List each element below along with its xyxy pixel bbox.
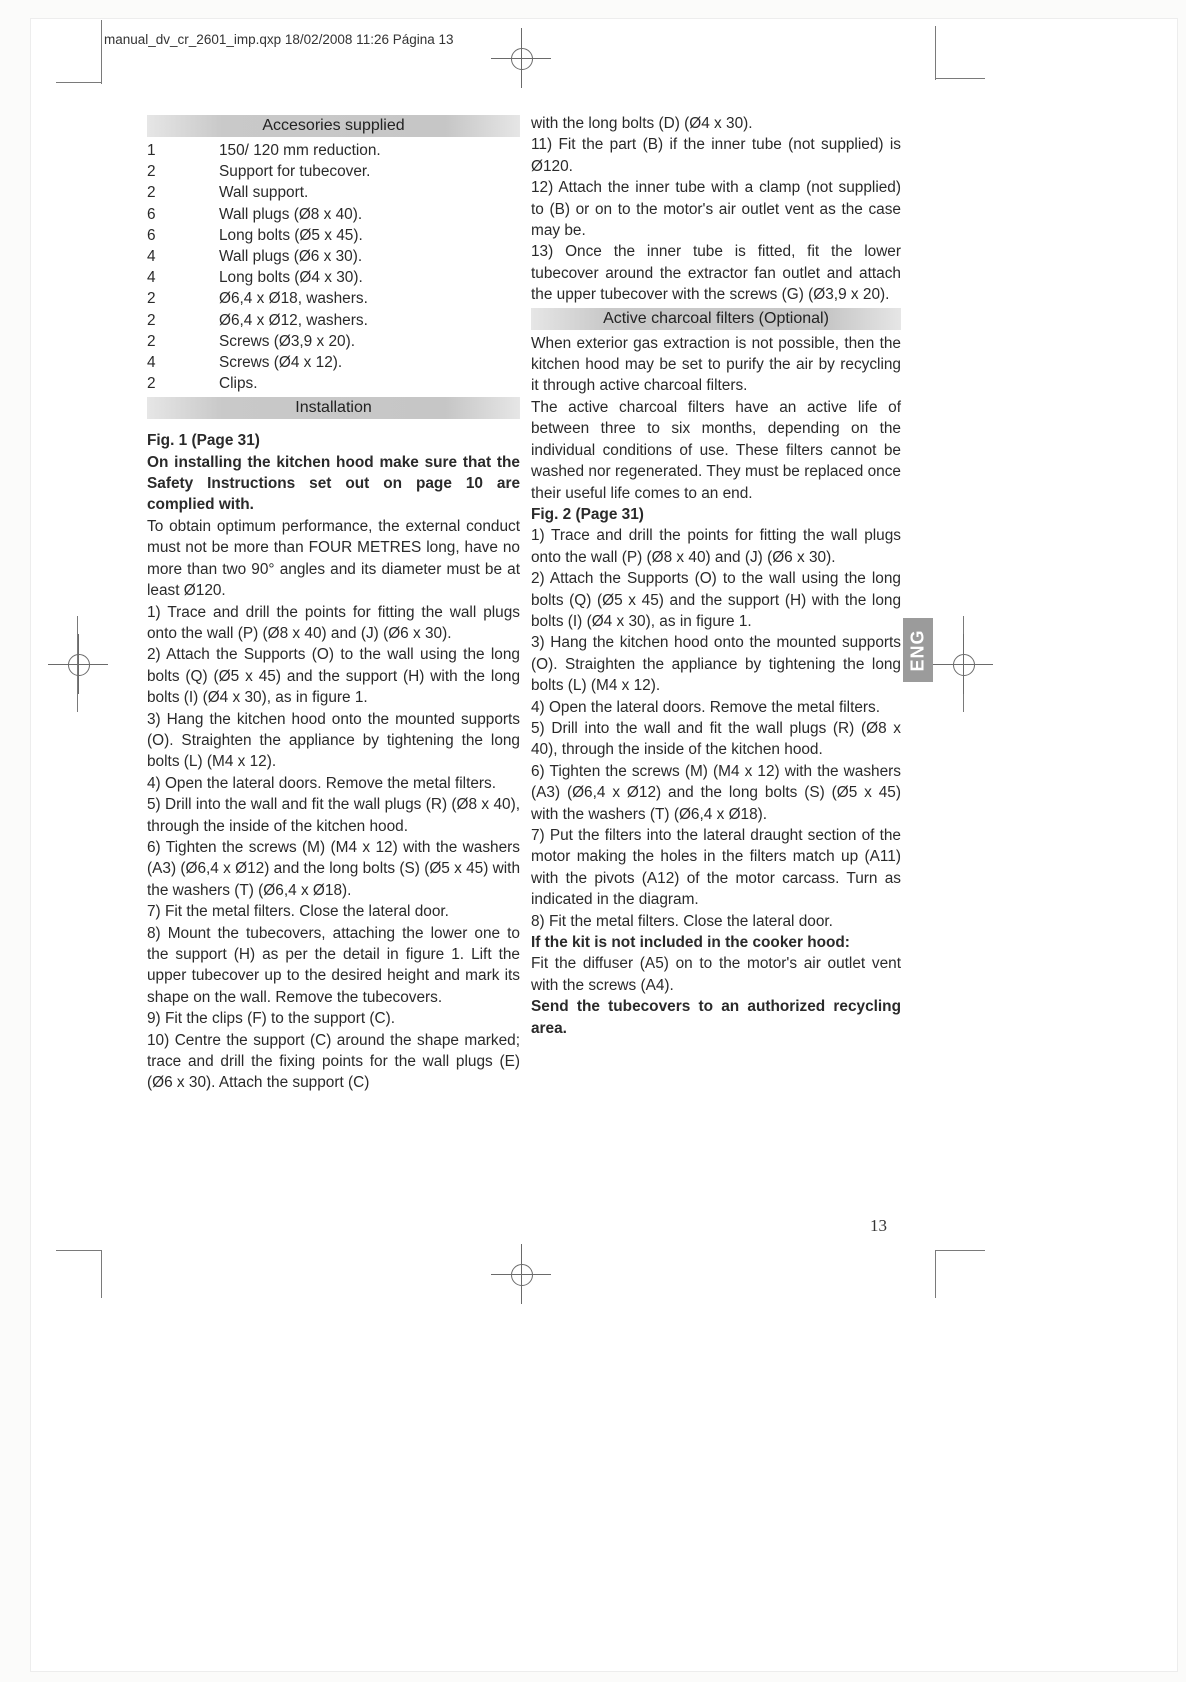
accessory-item: Ø6,4 x Ø12, washers. bbox=[219, 311, 368, 329]
accessory-item: Screws (Ø4 x 12). bbox=[219, 353, 343, 371]
accessory-row bbox=[147, 204, 520, 225]
registration-mark-right bbox=[947, 648, 979, 680]
left-paragraph: 6) Tighten the screws (M) (M4 x 12) with the washers (A3) (Ø6,4 x Ø12) and the long bolts (S) (Ø5 x 45) with the washers (T) (Ø6,4 x Ø18). bbox=[147, 838, 520, 899]
language-tab bbox=[903, 618, 933, 682]
accessory-row bbox=[147, 161, 520, 182]
crop-mark-top-right-v bbox=[935, 26, 936, 80]
recycle-note: Send the tubecovers to an authorized recycling area. bbox=[531, 998, 901, 1037]
right-paragraph: 13) Once the inner tube is fitted, fit the lower tubecover around the extractor fan outlet and attach the upper tubecover with the screws (G) (Ø3,9 x 20). bbox=[531, 243, 901, 304]
crop-mark-bottom-left-v bbox=[101, 1250, 102, 1298]
installation-heading: Installation bbox=[147, 397, 520, 419]
accessory-qty: 2 bbox=[147, 332, 156, 350]
registration-mark-left bbox=[62, 648, 94, 680]
accessory-qty: 2 bbox=[147, 163, 156, 181]
left-paragraph: 1) Trace and drill the points for fitting the wall plugs onto the wall (P) (Ø8 x 40) and (J) (Ø6 x 30). bbox=[147, 603, 520, 642]
accessory-row bbox=[147, 140, 520, 161]
accessory-qty: 2 bbox=[147, 290, 156, 308]
right-paragraph: 11) Fit the part (B) if the inner tube (not supplied) is Ø120. bbox=[531, 136, 901, 175]
accessory-qty: 4 bbox=[147, 269, 156, 287]
right-step: 5) Drill into the wall and fit the wall plugs (R) (Ø8 x 40), through the inside of the kitchen hood. bbox=[531, 719, 901, 759]
accessory-row bbox=[147, 331, 520, 352]
accessory-qty: 1 bbox=[147, 142, 156, 159]
accessory-item: Support for tubecover. bbox=[219, 163, 371, 181]
page-number: 13 bbox=[870, 1216, 887, 1235]
left-paragraph: To obtain optimum performance, the external conduct must not be more than FOUR METRES long, have no more than two 90° angles and its diameter must be at least Ø120. bbox=[147, 517, 520, 600]
left-paragraph: 3) Hang the kitchen hood onto the mounted supports (O). Straighten the appliance by tightening the long bolts (L) (M4 x 12). bbox=[147, 710, 520, 771]
right-paragraph: 12) Attach the inner tube with a clamp (not supplied) to (B) or on to the motor's air outlet vent as the case may be. bbox=[531, 179, 901, 240]
left-paragraph: 2) Attach the Supports (O) to the wall using the long bolts (Q) (Ø5 x 45) and the support (H) with the long bolts (I) (Ø4 x 30), as in figure 1. bbox=[147, 646, 520, 707]
crop-mark-bottom-right-h bbox=[935, 1250, 985, 1251]
right-step: 6) Tighten the screws (M) (M4 x 12) with the washers (A3) (Ø6,4 x Ø12) and the long bolts (S) (Ø5 x 45) with the washers (T) (Ø6,4 x Ø18). bbox=[531, 762, 901, 823]
accessory-qty: 2 bbox=[147, 311, 156, 329]
accessory-row bbox=[147, 310, 520, 331]
safety-note: On installing the kitchen hood make sure that the Safety Instructions set out on page 10 are complied with. bbox=[147, 453, 520, 514]
crop-mark-top-left-h bbox=[56, 82, 102, 83]
left-paragraph: 4) Open the lateral doors. Remove the metal filters. bbox=[147, 774, 497, 792]
accessory-row bbox=[147, 182, 520, 203]
registration-mark-top bbox=[505, 42, 537, 74]
accessory-item: Wall plugs (Ø6 x 30). bbox=[219, 247, 363, 265]
accessory-row bbox=[147, 352, 520, 373]
fig1-reference: Fig. 1 (Page 31) bbox=[147, 432, 260, 450]
accessory-item: Long bolts (Ø4 x 30). bbox=[219, 269, 363, 287]
charcoal-paragraph: When exterior gas extraction is not possible, then the kitchen hood may be set to purify the air by recycling it through active charcoal filters. bbox=[531, 334, 901, 395]
right-step: 7) Put the filters into the lateral draught section of the motor making the holes in the filters match up (A11) with the pivots (A12) of the motor carcass. Turn as indicated in the diagram. bbox=[531, 827, 901, 909]
fig2-reference: Fig. 2 (Page 31) bbox=[531, 505, 644, 523]
right-column bbox=[531, 113, 901, 1039]
crop-mark-top-left-v bbox=[101, 20, 102, 84]
crop-mark-bottom-right-v bbox=[935, 1250, 936, 1298]
crop-mark-top-right-h bbox=[935, 78, 985, 79]
accessory-row bbox=[147, 225, 520, 246]
accessory-item: Wall support. bbox=[219, 184, 309, 202]
accessory-row bbox=[147, 246, 520, 267]
charcoal-paragraph: The active charcoal filters have an active life of between three to six months, depending on the individual conditions of use. These filters cannot be washed nor regenerated. They must be replaced once their useful life comes to an end. bbox=[531, 398, 901, 502]
accessories-heading: Accesories supplied bbox=[147, 115, 520, 137]
accessory-row bbox=[147, 267, 520, 288]
right-step: 1) Trace and drill the points for fitting the wall plugs onto the wall (P) (Ø8 x 40) and (J) (Ø6 x 30). bbox=[531, 527, 901, 566]
accessory-qty: 2 bbox=[147, 184, 156, 202]
left-paragraph: 7) Fit the metal filters. Close the lateral door. bbox=[147, 903, 449, 921]
accessory-item: Ø6,4 x Ø18, washers. bbox=[219, 290, 368, 308]
right-step: 3) Hang the kitchen hood onto the mounted supports (O). Straighten the appliance by tightening the long bolts (L) (M4 x 12). bbox=[531, 634, 901, 695]
accessory-item: Screws (Ø3,9 x 20). bbox=[219, 332, 355, 350]
registration-mark-bottom bbox=[505, 1258, 537, 1290]
left-paragraph: 9) Fit the clips (F) to the support (C). bbox=[147, 1010, 396, 1028]
accessory-item: Long bolts (Ø5 x 45). bbox=[219, 226, 363, 244]
accessory-qty: 2 bbox=[147, 375, 156, 393]
accessory-row bbox=[147, 373, 520, 394]
right-step: 2) Attach the Supports (O) to the wall using the long bolts (Q) (Ø5 x 45) and the support (H) with the long bolts (I) (Ø4 x 30), as in figure 1. bbox=[531, 570, 901, 630]
accessory-qty: 4 bbox=[147, 247, 156, 265]
right-step: 4) Open the lateral doors. Remove the metal filters. bbox=[531, 698, 881, 716]
kit-note-title: If the kit is not included in the cooker hood: bbox=[531, 934, 850, 952]
accessory-qty: 4 bbox=[147, 353, 156, 371]
accessory-qty: 6 bbox=[147, 226, 156, 244]
crop-mark-bottom-left-h bbox=[56, 1250, 102, 1251]
accessory-item: Wall plugs (Ø8 x 40). bbox=[219, 205, 363, 223]
accessory-item: Clips. bbox=[219, 375, 258, 393]
right-step: 8) Fit the metal filters. Close the lateral door. bbox=[531, 912, 833, 930]
right-paragraph: with the long bolts (D) (Ø4 x 30). bbox=[531, 115, 753, 132]
kit-note-text: Fit the diffuser (A5) on to the motor's air outlet vent with the screws (A4). bbox=[531, 955, 901, 994]
accessory-row bbox=[147, 288, 520, 309]
accessory-item: 150/ 120 mm reduction. bbox=[219, 142, 381, 159]
left-paragraph: 5) Drill into the wall and fit the wall plugs (R) (Ø8 x 40), through the inside of the kitchen hood. bbox=[147, 796, 520, 835]
left-paragraph: 10) Centre the support (C) around the shape marked; trace and drill the fixing points for the wall plugs (E) (Ø6 x 30). Attach the support (C) bbox=[147, 1031, 520, 1092]
language-tab-label: ENG bbox=[907, 628, 928, 672]
left-column bbox=[147, 113, 520, 1094]
charcoal-filters-heading: Active charcoal filters (Optional) bbox=[531, 308, 901, 330]
accessories-list bbox=[147, 140, 520, 394]
print-file-info: manual_dv_cr_2601_imp.qxp 18/02/2008 11:26 Página 13 bbox=[104, 32, 454, 47]
left-paragraph: 8) Mount the tubecovers, attaching the lower one to the support (H) as per the detail in figure 1. Lift the upper tubecover up to the desired height and mark its shape on the wall. Remove the tubecovers. bbox=[147, 924, 520, 1006]
accessory-qty: 6 bbox=[147, 205, 156, 223]
